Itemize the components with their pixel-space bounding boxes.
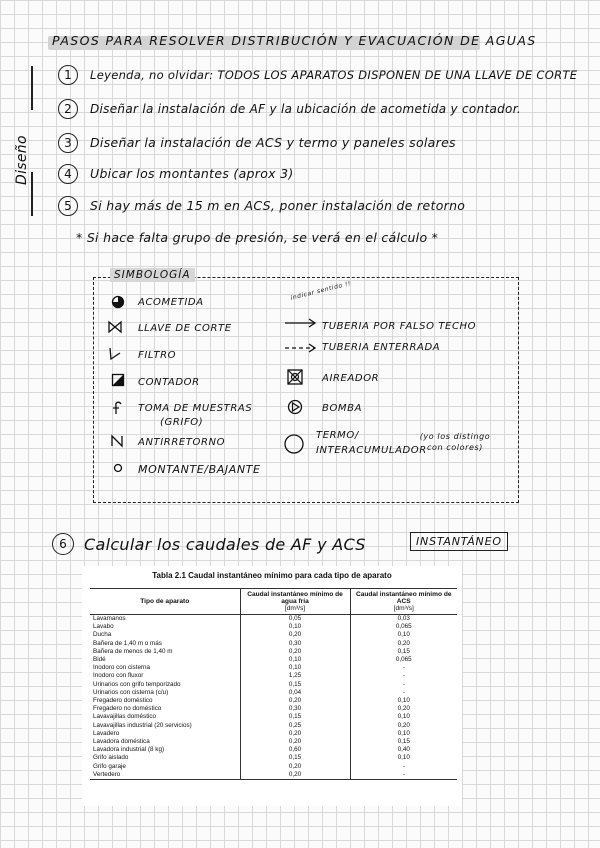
legend-label: LLAVE DE CORTE [138, 323, 232, 334]
step-number: 1 [58, 65, 78, 85]
col-header-text: Caudal instantáneo mínimo de agua fría [247, 591, 343, 605]
table-cell-af: 0,30 [240, 705, 350, 713]
table-cell-af: 0,25 [240, 722, 350, 730]
table-row [90, 746, 457, 754]
table-cell-af: 0,05 [240, 615, 350, 624]
table-row [90, 615, 457, 624]
step-1 [58, 64, 577, 86]
table-cell-af: 0,10 [240, 623, 350, 631]
aireador-icon [287, 369, 303, 385]
step-text: Diseñar la instalación de ACS y termo y paneles solares [90, 135, 456, 150]
step-number: 6 [52, 533, 74, 555]
table-cell-acs: 0,10 [397, 697, 410, 705]
bomba-icon [287, 399, 303, 415]
legend-label: FILTRO [138, 350, 177, 361]
table-cell-acs: - [402, 688, 405, 696]
table-row [90, 656, 457, 664]
table-cell-acs: 0,10 [397, 713, 410, 721]
legend-label: ACOMETIDA [138, 297, 204, 308]
table-row [90, 672, 457, 680]
table-cell-aparato: Lavadora doméstica [90, 738, 240, 746]
table-cell-acs: 0,20 [397, 705, 410, 713]
table-cell-acs: - [402, 680, 405, 688]
legend-title: SIMBOLOGÍA [110, 268, 195, 282]
step-text: Diseñar la instalación de AF y la ubicación de acometida y contador. [90, 101, 521, 116]
table-cell-acs: - [402, 664, 405, 672]
step-6 [52, 533, 366, 555]
table-cell-aparato: Inodoro con cisterna [90, 664, 240, 672]
table-caption: Tabla 2.1 Caudal instantáneo mínimo para cada tipo de aparato [152, 571, 392, 580]
table-row [90, 648, 457, 656]
table-row [90, 771, 457, 780]
table-cell-aparato: Grifo garaje [90, 763, 240, 771]
table-cell-af: 0,10 [240, 656, 350, 664]
side-divider [31, 172, 33, 216]
step-text: Si hay más de 15 m en ACS, poner instalación de retorno [90, 198, 466, 213]
table-cell-acs: 0,20 [397, 639, 410, 647]
table-cell-af: 0,15 [240, 754, 350, 762]
step-number: 2 [58, 99, 78, 119]
table-row [90, 705, 457, 713]
table-cell-aparato: Urinarios con grifo temporizado [90, 681, 240, 689]
table-cell-af: 0,10 [240, 664, 350, 672]
table-cell-acs: 0,40 [397, 746, 410, 754]
table-cell-aparato: Bañera de 1,40 m o más [90, 640, 240, 648]
legend-label: TUBERIA ENTERRADA [322, 342, 441, 353]
unit: [dm³/s] [284, 605, 306, 612]
table-cell-aparato: Lavabo [90, 623, 240, 631]
legend-label: MONTANTE/BAJANTE [138, 463, 261, 476]
flow-note: indicar sentido !! [290, 280, 352, 302]
col-header [240, 589, 350, 615]
table-cell-acs: 0,065 [395, 656, 412, 664]
step-3 [58, 132, 456, 154]
table-cell-aparato: Lavadora industrial (8 kg) [90, 746, 240, 754]
table-cell-aparato: Ducha [90, 631, 240, 639]
col-header [350, 589, 457, 615]
table-cell-af: 0,60 [240, 746, 350, 754]
step-text: Ubicar los montantes (aprox 3) [90, 166, 294, 181]
step-number: 4 [58, 164, 78, 184]
table-cell-af: 0,20 [240, 697, 350, 705]
table-row [90, 722, 457, 730]
legend-label: TOMA DE MUESTRAS [138, 403, 253, 414]
step-number: 5 [58, 196, 78, 216]
instantaneo-box: INSTANTÁNEO [410, 532, 508, 551]
table-row [90, 623, 457, 631]
table-row [90, 631, 457, 639]
table-cell-aparato: Urinarios con cisterna (c/u) [90, 689, 240, 697]
side-divider [31, 66, 33, 110]
step-text: Calcular los caudales de AF y ACS [84, 534, 366, 554]
legend-label: BOMBA [322, 403, 363, 414]
page-title: PASOS PARA RESOLVER DISTRIBUCIÓN Y EVACUACIÓN DE AGUAS [52, 33, 537, 48]
step-2 [58, 98, 521, 120]
legend-label: TERMO/ [316, 430, 359, 441]
table-cell-acs: - [402, 762, 405, 770]
table-cell-acs: 0,15 [397, 738, 410, 746]
table-row [90, 738, 457, 746]
table-cell-acs: 0,10 [397, 631, 410, 639]
termo-icon [283, 433, 305, 455]
step-text: Leyenda, no olvidar: TODOS LOS APARATOS DISPONEN DE UNA LLAVE DE CORTE [90, 67, 578, 82]
table-cell-aparato: Fregadero doméstico [90, 697, 240, 705]
table-cell-aparato: Inodoro con fluxor [90, 672, 240, 680]
flow-table-image [82, 566, 462, 806]
flow-table [90, 588, 457, 780]
antirretorno-icon [110, 434, 124, 448]
table-cell-acs: 0,065 [395, 623, 412, 631]
step-5 [58, 195, 465, 217]
col-header: Tipo de aparato [90, 589, 240, 615]
legend-label: AIREADOR [322, 373, 380, 384]
step-number: 3 [58, 133, 78, 153]
table-cell-acs: 0,10 [397, 729, 410, 737]
unit: [dm³/s] [393, 605, 414, 612]
table-cell-acs: - [402, 672, 405, 680]
table-cell-aparato: Vertedero [90, 771, 240, 780]
montante-icon [111, 461, 125, 475]
table-cell-acs: 0,10 [397, 754, 410, 762]
tuberia-enterrada-icon [283, 342, 317, 354]
acometida-icon [111, 295, 125, 309]
col-header-text: Caudal instantáneo mínimo de ACS [355, 591, 452, 605]
legend-sublabel: (GRIFO) [160, 417, 204, 428]
table-cell-aparato: Lavamanos [90, 615, 240, 624]
table-cell-aparato: Grifo aislado [90, 754, 240, 762]
table-cell-aparato: Bidé [90, 656, 240, 664]
table-cell-acs: 0,20 [397, 721, 410, 729]
toma-muestras-icon [110, 401, 124, 415]
contador-icon [111, 373, 125, 387]
table-row [90, 664, 457, 672]
table-cell-af: 1,25 [240, 672, 350, 680]
table-cell-aparato: Bañera de menos de 1,40 m [90, 648, 240, 656]
table-cell-af: 0,20 [240, 771, 350, 780]
table-row [90, 697, 457, 705]
legend-label: ANTIRRETORNO [138, 437, 226, 448]
table-cell-acs: - [350, 771, 457, 780]
table-row [90, 754, 457, 762]
legend-label: TUBERIA POR FALSO TECHO [322, 321, 477, 332]
table-cell-af: 0,20 [240, 738, 350, 746]
table-cell-af: 0,20 [240, 763, 350, 771]
tuberia-techo-icon [283, 317, 317, 329]
table-cell-af: 0,15 [240, 681, 350, 689]
table-cell-aparato: Lavavajillas industrial (20 servicios) [90, 722, 240, 730]
pressure-note: * Si hace falta grupo de presión, se verá en el cálculo * [76, 230, 439, 245]
table-row [90, 689, 457, 697]
table-row [90, 681, 457, 689]
legend-label: CONTADOR [138, 377, 200, 388]
table-row [90, 730, 457, 738]
legend-sublabel: INTERACUMULADOR [316, 445, 427, 456]
table-cell-af: 0,30 [240, 640, 350, 648]
color-note: (yo los distingo con colores) [419, 432, 491, 452]
table-cell-af: 0,04 [240, 689, 350, 697]
table-cell-aparato: Lavavajillas doméstico [90, 713, 240, 721]
llave-corte-icon [108, 320, 122, 334]
step-4 [58, 163, 294, 185]
table-cell-aparato: Lavadero [90, 730, 240, 738]
table-row [90, 640, 457, 648]
table-cell-aparato: Fregadero no doméstico [90, 705, 240, 713]
filtro-icon [108, 347, 122, 361]
table-cell-af: 0,20 [240, 730, 350, 738]
table-row [90, 763, 457, 771]
table-cell-af: 0,20 [240, 631, 350, 639]
table-cell-af: 0,20 [240, 648, 350, 656]
side-label: Diseño [14, 135, 30, 185]
table-row [90, 713, 457, 721]
table-cell-acs: 0,15 [397, 647, 410, 655]
table-cell-af: 0,15 [240, 713, 350, 721]
table-cell-acs: 0,03 [397, 615, 410, 622]
